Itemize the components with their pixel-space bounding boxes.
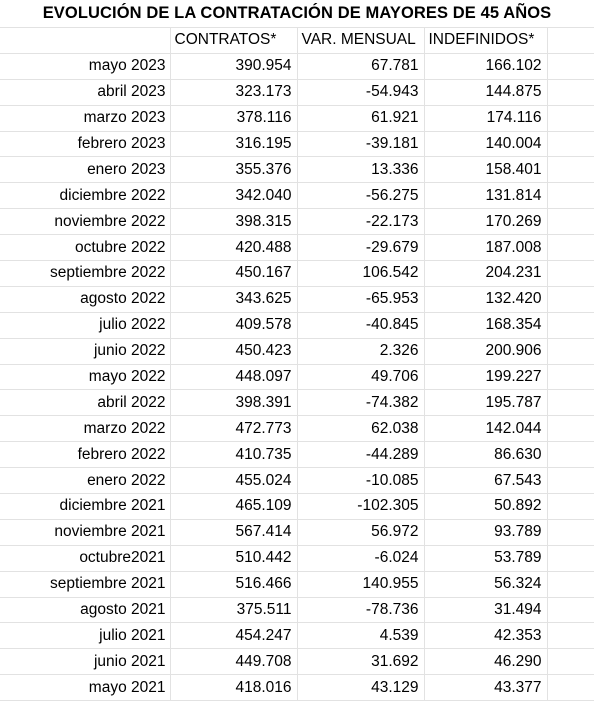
contratos-cell[interactable]: 398.391 xyxy=(170,390,297,416)
var-mensual-cell[interactable]: 43.129 xyxy=(297,675,424,701)
contratos-cell[interactable]: 510.442 xyxy=(170,545,297,571)
empty-cell[interactable] xyxy=(547,416,594,442)
contratos-cell[interactable]: 448.097 xyxy=(170,364,297,390)
table-row xyxy=(0,597,594,623)
contratos-cell[interactable]: 450.423 xyxy=(170,338,297,364)
month-cell[interactable]: noviembre 2021 xyxy=(0,519,170,545)
month-cell[interactable]: abril 2023 xyxy=(0,79,170,105)
contratos-cell[interactable]: 420.488 xyxy=(170,235,297,261)
contratos-cell[interactable]: 343.625 xyxy=(170,286,297,312)
table-row xyxy=(0,364,594,390)
month-cell[interactable]: agosto 2022 xyxy=(0,286,170,312)
empty-cell[interactable] xyxy=(547,364,594,390)
var-mensual-cell[interactable]: -40.845 xyxy=(297,312,424,338)
empty-cell[interactable] xyxy=(547,675,594,701)
var-mensual-cell[interactable]: -39.181 xyxy=(297,131,424,157)
table-row xyxy=(0,338,594,364)
empty-cell[interactable] xyxy=(547,235,594,261)
month-cell[interactable]: julio 2022 xyxy=(0,312,170,338)
month-cell[interactable]: abril 2022 xyxy=(0,390,170,416)
var-mensual-cell[interactable]: -54.943 xyxy=(297,79,424,105)
indefinidos-cell[interactable]: 158.401 xyxy=(424,157,547,183)
contratos-cell[interactable]: 323.173 xyxy=(170,79,297,105)
contratos-cell[interactable]: 567.414 xyxy=(170,519,297,545)
empty-cell[interactable] xyxy=(547,571,594,597)
month-cell[interactable]: diciembre 2021 xyxy=(0,494,170,520)
var-mensual-cell[interactable]: -56.275 xyxy=(297,183,424,209)
indefinidos-cell[interactable]: 144.875 xyxy=(424,79,547,105)
month-cell[interactable]: septiembre 2021 xyxy=(0,571,170,597)
header-cell-label[interactable] xyxy=(0,28,170,54)
table-row xyxy=(0,442,594,468)
indefinidos-cell[interactable]: 187.008 xyxy=(424,235,547,261)
var-mensual-cell[interactable]: 67.781 xyxy=(297,53,424,79)
var-mensual-cell[interactable]: 56.972 xyxy=(297,519,424,545)
table-row xyxy=(0,235,594,261)
header-row xyxy=(0,28,594,54)
empty-cell[interactable] xyxy=(547,312,594,338)
header-cell-var-mensual[interactable]: VAR. MENSUAL xyxy=(297,28,424,54)
table-row xyxy=(0,131,594,157)
table-row xyxy=(0,623,594,649)
table-row xyxy=(0,545,594,571)
contratos-cell[interactable]: 375.511 xyxy=(170,597,297,623)
table-row xyxy=(0,390,594,416)
contratos-cell[interactable]: 454.247 xyxy=(170,623,297,649)
contratos-cell[interactable]: 418.016 xyxy=(170,675,297,701)
indefinidos-cell[interactable]: 199.227 xyxy=(424,364,547,390)
month-cell[interactable]: enero 2022 xyxy=(0,468,170,494)
empty-cell[interactable] xyxy=(547,131,594,157)
month-cell[interactable]: mayo 2022 xyxy=(0,364,170,390)
month-cell[interactable]: octubre 2022 xyxy=(0,235,170,261)
indefinidos-cell[interactable]: 168.354 xyxy=(424,312,547,338)
empty-cell[interactable] xyxy=(547,209,594,235)
month-cell[interactable]: julio 2021 xyxy=(0,623,170,649)
var-mensual-cell[interactable]: 13.336 xyxy=(297,157,424,183)
table-row xyxy=(0,468,594,494)
var-mensual-cell[interactable]: 2.326 xyxy=(297,338,424,364)
month-cell[interactable]: septiembre 2022 xyxy=(0,261,170,287)
month-cell[interactable]: mayo 2021 xyxy=(0,675,170,701)
empty-cell[interactable] xyxy=(547,157,594,183)
contratos-cell[interactable]: 455.024 xyxy=(170,468,297,494)
indefinidos-cell[interactable]: 42.353 xyxy=(424,623,547,649)
contratos-cell[interactable]: 410.735 xyxy=(170,442,297,468)
var-mensual-cell[interactable]: 61.921 xyxy=(297,105,424,131)
data-table xyxy=(0,27,594,701)
indefinidos-cell[interactable]: 67.543 xyxy=(424,468,547,494)
indefinidos-cell[interactable]: 174.116 xyxy=(424,105,547,131)
empty-cell[interactable] xyxy=(547,597,594,623)
table-row xyxy=(0,649,594,675)
month-cell[interactable]: enero 2023 xyxy=(0,157,170,183)
var-mensual-cell[interactable]: 31.692 xyxy=(297,649,424,675)
table-row xyxy=(0,53,594,79)
contratos-cell[interactable]: 450.167 xyxy=(170,261,297,287)
empty-cell[interactable] xyxy=(547,28,594,54)
table-row xyxy=(0,183,594,209)
empty-cell[interactable] xyxy=(547,519,594,545)
contratos-cell[interactable]: 355.376 xyxy=(170,157,297,183)
table-row xyxy=(0,209,594,235)
header-cell-indefinidos[interactable]: INDEFINIDOS* xyxy=(424,28,547,54)
month-cell[interactable]: octubre2021 xyxy=(0,545,170,571)
indefinidos-cell[interactable]: 46.290 xyxy=(424,649,547,675)
month-cell[interactable]: marzo 2023 xyxy=(0,105,170,131)
empty-cell[interactable] xyxy=(547,623,594,649)
empty-cell[interactable] xyxy=(547,442,594,468)
indefinidos-cell[interactable]: 132.420 xyxy=(424,286,547,312)
indefinidos-cell[interactable]: 43.377 xyxy=(424,675,547,701)
month-cell[interactable]: diciembre 2022 xyxy=(0,183,170,209)
month-cell[interactable]: febrero 2022 xyxy=(0,442,170,468)
table-row xyxy=(0,286,594,312)
var-mensual-cell[interactable]: 106.542 xyxy=(297,261,424,287)
indefinidos-cell[interactable]: 142.044 xyxy=(424,416,547,442)
month-cell[interactable]: agosto 2021 xyxy=(0,597,170,623)
empty-cell[interactable] xyxy=(547,105,594,131)
contratos-cell[interactable]: 378.116 xyxy=(170,105,297,131)
indefinidos-cell[interactable]: 50.892 xyxy=(424,494,547,520)
table-row xyxy=(0,416,594,442)
empty-cell[interactable] xyxy=(547,494,594,520)
indefinidos-cell[interactable]: 31.494 xyxy=(424,597,547,623)
table-row xyxy=(0,79,594,105)
table-row xyxy=(0,261,594,287)
table-row xyxy=(0,312,594,338)
empty-cell[interactable] xyxy=(547,468,594,494)
indefinidos-cell[interactable]: 93.789 xyxy=(424,519,547,545)
var-mensual-cell[interactable]: -29.679 xyxy=(297,235,424,261)
var-mensual-cell[interactable]: -22.173 xyxy=(297,209,424,235)
header-cell-contratos[interactable]: CONTRATOS* xyxy=(170,28,297,54)
table-row xyxy=(0,494,594,520)
table-row xyxy=(0,571,594,597)
table-body xyxy=(0,53,594,700)
indefinidos-cell[interactable]: 86.630 xyxy=(424,442,547,468)
table-row xyxy=(0,519,594,545)
empty-cell[interactable] xyxy=(547,545,594,571)
contratos-cell[interactable]: 390.954 xyxy=(170,53,297,79)
var-mensual-cell[interactable]: -78.736 xyxy=(297,597,424,623)
month-cell[interactable]: junio 2021 xyxy=(0,649,170,675)
month-cell[interactable]: marzo 2022 xyxy=(0,416,170,442)
indefinidos-cell[interactable]: 166.102 xyxy=(424,53,547,79)
month-cell[interactable]: mayo 2023 xyxy=(0,53,170,79)
empty-cell[interactable] xyxy=(547,261,594,287)
month-cell[interactable]: febrero 2023 xyxy=(0,131,170,157)
empty-cell[interactable] xyxy=(547,286,594,312)
var-mensual-cell[interactable]: -65.953 xyxy=(297,286,424,312)
var-mensual-cell[interactable]: 49.706 xyxy=(297,364,424,390)
contratos-cell[interactable]: 449.708 xyxy=(170,649,297,675)
empty-cell[interactable] xyxy=(547,183,594,209)
table-row xyxy=(0,675,594,701)
empty-cell[interactable] xyxy=(547,79,594,105)
table-row xyxy=(0,105,594,131)
var-mensual-cell[interactable]: 4.539 xyxy=(297,623,424,649)
empty-cell[interactable] xyxy=(547,390,594,416)
indefinidos-cell[interactable]: 170.269 xyxy=(424,209,547,235)
indefinidos-cell[interactable]: 204.231 xyxy=(424,261,547,287)
contratos-cell[interactable]: 409.578 xyxy=(170,312,297,338)
indefinidos-cell[interactable]: 140.004 xyxy=(424,131,547,157)
var-mensual-cell[interactable]: -10.085 xyxy=(297,468,424,494)
var-mensual-cell[interactable]: -6.024 xyxy=(297,545,424,571)
contratos-cell[interactable]: 465.109 xyxy=(170,494,297,520)
var-mensual-cell[interactable]: -102.305 xyxy=(297,494,424,520)
contratos-cell[interactable]: 516.466 xyxy=(170,571,297,597)
contratos-cell[interactable]: 316.195 xyxy=(170,131,297,157)
table-row xyxy=(0,157,594,183)
contratos-cell[interactable]: 398.315 xyxy=(170,209,297,235)
indefinidos-cell[interactable]: 195.787 xyxy=(424,390,547,416)
indefinidos-cell[interactable]: 53.789 xyxy=(424,545,547,571)
var-mensual-cell[interactable]: 62.038 xyxy=(297,416,424,442)
month-cell[interactable]: junio 2022 xyxy=(0,338,170,364)
indefinidos-cell[interactable]: 56.324 xyxy=(424,571,547,597)
contratos-cell[interactable]: 472.773 xyxy=(170,416,297,442)
indefinidos-cell[interactable]: 131.814 xyxy=(424,183,547,209)
indefinidos-cell[interactable]: 200.906 xyxy=(424,338,547,364)
contratos-cell[interactable]: 342.040 xyxy=(170,183,297,209)
empty-cell[interactable] xyxy=(547,649,594,675)
sheet-title[interactable]: EVOLUCIÓN DE LA CONTRATACIÓN DE MAYORES DE 45 AÑOS xyxy=(42,4,552,22)
month-cell[interactable]: noviembre 2022 xyxy=(0,209,170,235)
empty-cell[interactable] xyxy=(547,53,594,79)
var-mensual-cell[interactable]: 140.955 xyxy=(297,571,424,597)
empty-cell[interactable] xyxy=(547,338,594,364)
var-mensual-cell[interactable]: -44.289 xyxy=(297,442,424,468)
var-mensual-cell[interactable]: -74.382 xyxy=(297,390,424,416)
